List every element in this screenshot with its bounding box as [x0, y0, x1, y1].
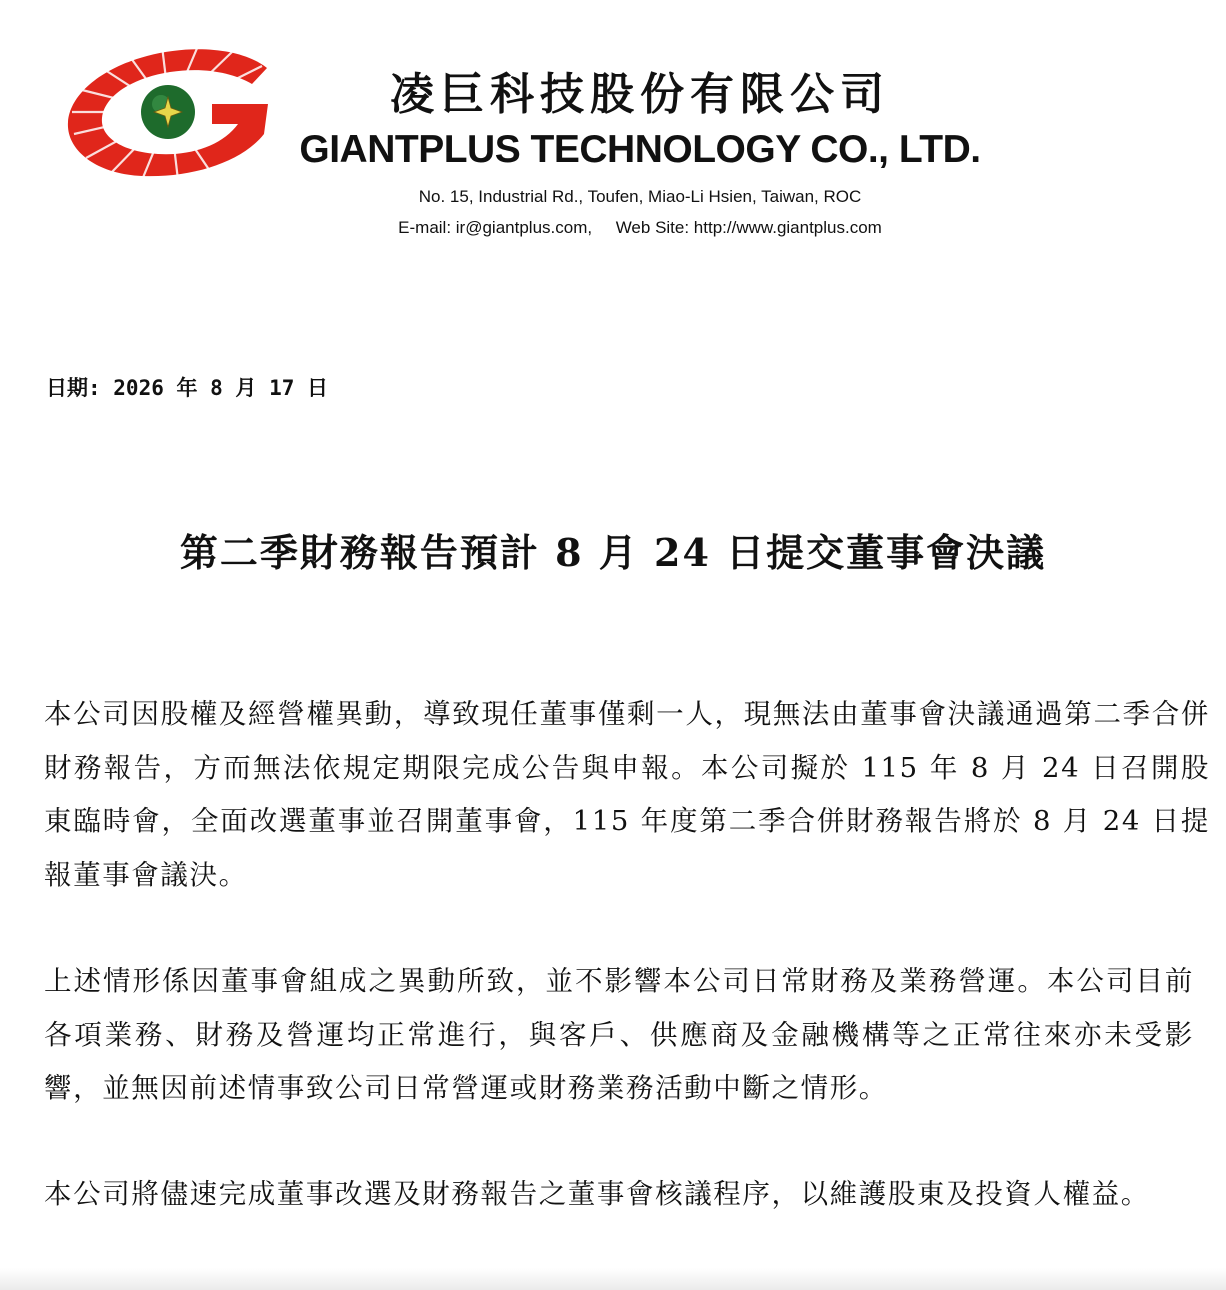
company-contact: E-mail: ir@giantplus.com, Web Site: http://www.giantplus.com — [398, 218, 882, 237]
company-name-zh: 凌巨科技股份有限公司 — [390, 69, 890, 120]
company-name-en: GIANTPLUS TECHNOLOGY CO., LTD. — [299, 128, 981, 171]
page-bottom-edge — [0, 1268, 1226, 1290]
document-title: 第二季財務報告預計 8 月 24 日提交董事會決議 — [179, 530, 1047, 575]
document-date: 日期: 2026 年 8 月 17 日 — [46, 376, 329, 400]
giantplus-logo-icon — [62, 42, 278, 180]
body-paragraph-2: 上述情形係因董事會組成之異動所致，並不影響本公司日常財務及業務營運。本公司目前各項業務、財務及營運均正常進行，與客戶、供應商及金融機構等之正常往來亦未受影響，並無因前述情事致公司日常營運或財務業務活動中斷之情形。 — [44, 965, 1194, 1104]
body-paragraph-3: 本公司將儘速完成董事改選及財務報告之董事會核議程序，以維護股東及投資人權益。 — [44, 1178, 1150, 1210]
company-address: No. 15, Industrial Rd., Toufen, Miao-Li Hsien, Taiwan, ROC — [418, 187, 862, 206]
body-paragraph-1: 本公司因股權及經營權異動，導致現任董事僅剩一人，現無法由董事會決議通過第二季合併財務報告，方而無法依規定期限完成公告與申報。本公司擬於 115 年 8 月 24 日召開股東臨時會，全面改選董事並召開董事會，115 年度第二季合併財務報告將於 8 月 24 日提報董事會議決。 — [44, 698, 1210, 891]
